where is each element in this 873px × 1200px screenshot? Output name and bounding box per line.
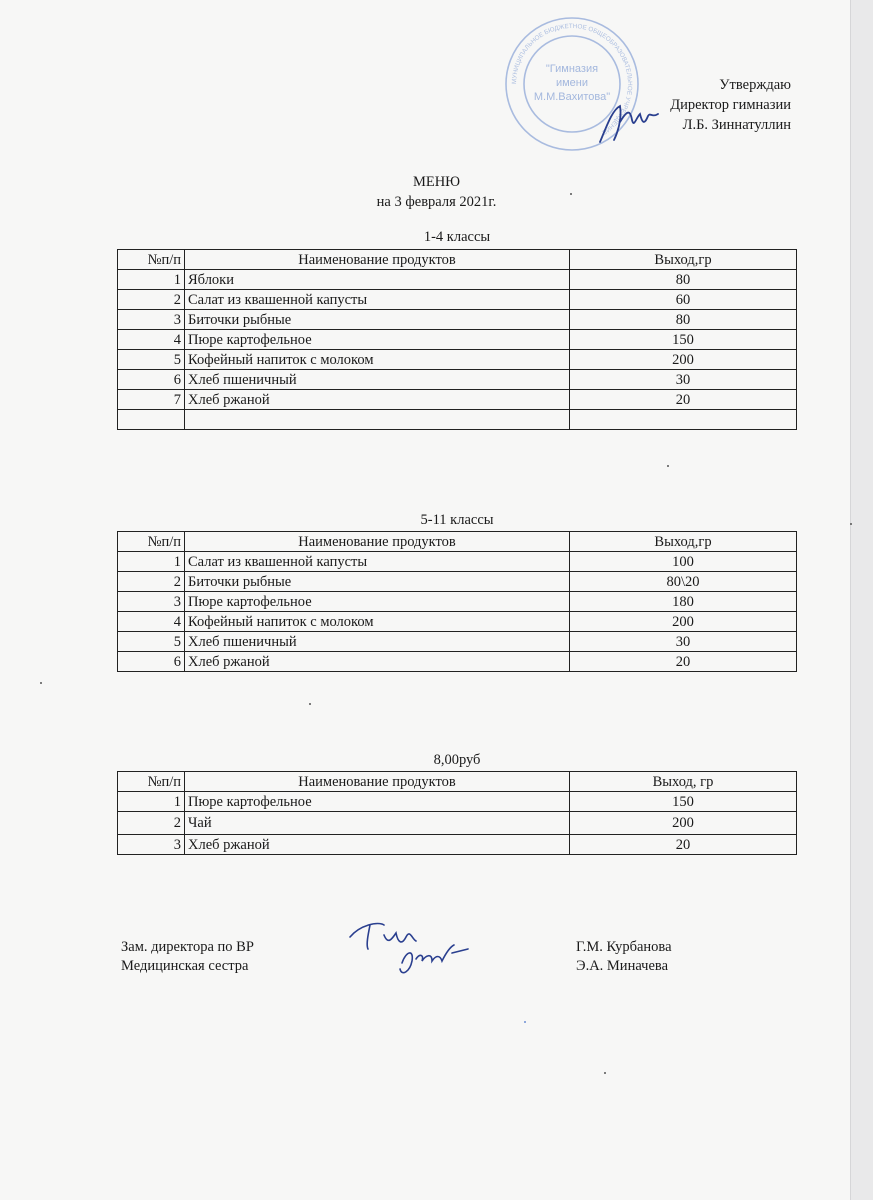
scan-speck: [309, 703, 311, 705]
row-number: 7: [118, 390, 185, 410]
approval-line-3: Л.Б. Зиннатуллин: [682, 117, 791, 133]
role-nurse: Медицинская сестра: [121, 958, 249, 974]
row-product: Чай: [185, 812, 570, 835]
table-2-caption: 5-11 классы: [420, 512, 494, 528]
table-row: [118, 552, 797, 572]
name-nurse: Э.А. Миначева: [576, 958, 669, 974]
row-product: Хлеб ржаной: [185, 652, 570, 672]
table-1-caption: 1-4 классы: [423, 229, 491, 245]
signatories-roles: [121, 938, 254, 976]
menu-title: МЕНЮ: [412, 174, 461, 190]
row-portion: 200: [570, 812, 797, 835]
menu-date: на 3 февраля 2021г.: [376, 194, 497, 210]
header-number: №п/п: [118, 250, 185, 270]
row-portion: 150: [570, 792, 797, 812]
row-number: 2: [118, 812, 185, 835]
row-product: [185, 410, 570, 430]
row-number: 4: [118, 330, 185, 350]
director-signature: [592, 98, 662, 148]
row-portion: 150: [570, 330, 797, 350]
row-portion: 80: [570, 310, 797, 330]
header-product-name: Наименование продуктов: [185, 532, 570, 552]
approval-line-2: Директор гимназии: [670, 97, 791, 113]
table-row: [118, 572, 797, 592]
table-row: [118, 792, 797, 812]
row-product: Хлеб ржаной: [185, 835, 570, 855]
stamp-ring-textpath: МУНИЦИПАЛЬНОЕ БЮДЖЕТНОЕ ОБЩЕОБРАЗОВАТЕЛЬНОЕ УЧРЕЖДЕНИЕ: [510, 22, 634, 136]
row-portion: 20: [570, 835, 797, 855]
table-row: [118, 390, 797, 410]
row-product: Пюре картофельное: [185, 792, 570, 812]
row-product: Пюре картофельное: [185, 330, 570, 350]
table-row-empty: [118, 410, 797, 430]
approval-line-1: Утверждаю: [719, 77, 791, 93]
table-row: [118, 290, 797, 310]
row-portion: 180: [570, 592, 797, 612]
row-number: 1: [118, 552, 185, 572]
table-row: [118, 632, 797, 652]
row-number: 1: [118, 270, 185, 290]
row-portion: [570, 410, 797, 430]
row-product: Пюре картофельное: [185, 592, 570, 612]
handwritten-signatures: [340, 915, 490, 985]
header-portion: Выход,гр: [570, 250, 797, 270]
row-number: 6: [118, 652, 185, 672]
table-row: [118, 270, 797, 290]
row-product: Кофейный напиток с молоком: [185, 612, 570, 632]
header-portion: Выход, гр: [570, 772, 797, 792]
table-row: [118, 592, 797, 612]
row-portion: 80: [570, 270, 797, 290]
table-row: [118, 330, 797, 350]
table-row: [118, 612, 797, 632]
header-portion: Выход,гр: [570, 532, 797, 552]
row-number: 3: [118, 310, 185, 330]
table-row: [118, 652, 797, 672]
table-row: [118, 310, 797, 330]
approval-block: [670, 75, 791, 135]
row-product: Салат из квашенной капусты: [185, 552, 570, 572]
table-header-row: [118, 532, 797, 552]
table-row: [118, 370, 797, 390]
row-product: Хлеб пшеничный: [185, 632, 570, 652]
header-product-name: Наименование продуктов: [185, 772, 570, 792]
row-portion: 200: [570, 350, 797, 370]
table-row: [118, 835, 797, 855]
row-number: 3: [118, 835, 185, 855]
row-number: 2: [118, 290, 185, 310]
menu-heading: [0, 172, 873, 212]
row-number: 6: [118, 370, 185, 390]
header-number: №п/п: [118, 532, 185, 552]
stamp-line-1: "Гимназия: [545, 63, 599, 75]
row-portion: 100: [570, 552, 797, 572]
row-product: Салат из квашенной капусты: [185, 290, 570, 310]
row-number: 1: [118, 792, 185, 812]
scan-speck: [667, 465, 669, 467]
row-product: Биточки рыбные: [185, 310, 570, 330]
row-number: 4: [118, 612, 185, 632]
row-portion: 30: [570, 632, 797, 652]
row-number: 3: [118, 592, 185, 612]
scan-speck: [604, 1072, 606, 1074]
row-product: Хлеб ржаной: [185, 390, 570, 410]
name-deputy-director: Г.М. Курбанова: [576, 939, 672, 955]
stamp-line-2: имени: [555, 77, 589, 89]
row-product: Яблоки: [185, 270, 570, 290]
table-row: [118, 812, 797, 835]
table-header-row: [118, 772, 797, 792]
row-portion: 80\20: [570, 572, 797, 592]
row-product: Биточки рыбные: [185, 572, 570, 592]
menu-table-grades-5-11: [117, 531, 797, 672]
scan-speck: [40, 682, 42, 684]
row-number: 2: [118, 572, 185, 592]
row-number: 5: [118, 632, 185, 652]
row-portion: 20: [570, 652, 797, 672]
scan-speck: [524, 1021, 526, 1023]
row-number: 5: [118, 350, 185, 370]
row-product: Хлеб пшеничный: [185, 370, 570, 390]
table-row: [118, 350, 797, 370]
row-portion: 60: [570, 290, 797, 310]
row-product: Кофейный напиток с молоком: [185, 350, 570, 370]
row-portion: 30: [570, 370, 797, 390]
signatories-names: [576, 938, 672, 976]
header-number: №п/п: [118, 772, 185, 792]
stamp-line-3: М.М.Вахитова": [533, 91, 611, 103]
table-header-row: [118, 250, 797, 270]
row-portion: 20: [570, 390, 797, 410]
menu-table-8-rub: [117, 771, 797, 855]
header-product-name: Наименование продуктов: [185, 250, 570, 270]
row-portion: 200: [570, 612, 797, 632]
table-3-caption: 8,00руб: [433, 752, 481, 768]
menu-table-grades-1-4: [117, 249, 797, 430]
role-deputy-director: Зам. директора по ВР: [121, 939, 254, 955]
row-number: [118, 410, 185, 430]
